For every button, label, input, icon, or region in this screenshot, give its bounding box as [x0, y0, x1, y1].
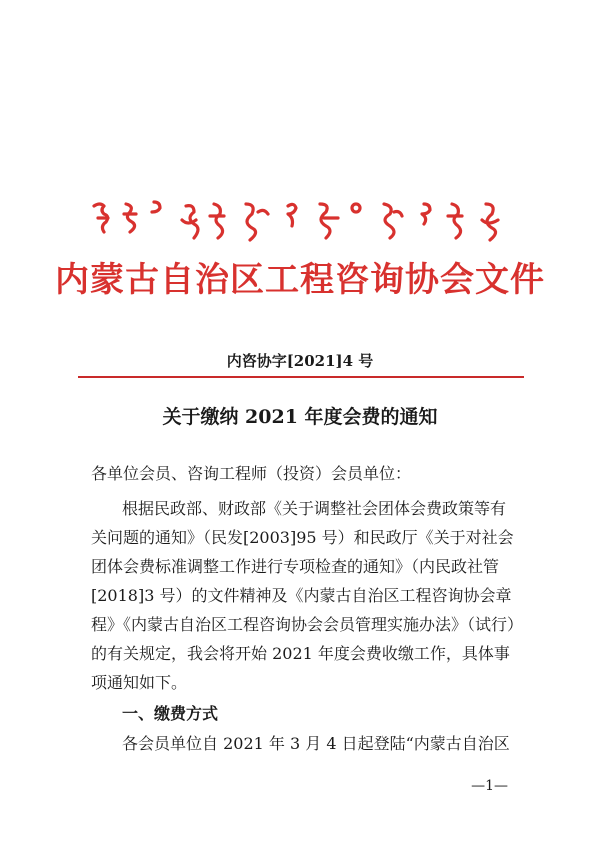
mongolian-script-title [88, 196, 512, 246]
document-number: 内咨协字[2021]4 号 [226, 352, 374, 370]
notice-title: 关于缴纳 2021 年度会费的通知 [162, 406, 438, 428]
section-heading: 一、缴费方式 [122, 704, 219, 723]
body-line: 程》《内蒙古自治区工程咨询协会会员管理实施办法》（试行） [91, 615, 524, 634]
body-line: [2018]3 号）的文件精神及《内蒙古自治区工程咨询协会章 [91, 586, 512, 605]
letterhead-title: 内蒙古自治区工程咨询协会文件 [55, 260, 545, 300]
salutation: 各单位会员、咨询工程师（投资）会员单位： [91, 464, 412, 483]
body-line: 根据民政部、财政部《关于调整社会团体会费政策等有 [122, 499, 507, 518]
body-line: 各会员单位自 2021 年 3 月 4 日起登陆“内蒙古自治区 [122, 734, 510, 753]
body-line: 项通知如下。 [91, 673, 188, 692]
body-line: 团体会费标准调整工作进行专项检查的通知》（内民政社管 [91, 557, 500, 576]
body-line: 关问题的通知》（民发[2003]95 号）和民政厅《关于对社会 [91, 528, 514, 547]
body-line: 的有关规定，我会将开始 2021 年度会费收缴工作，具体事 [91, 644, 510, 663]
red-divider [78, 376, 524, 378]
page-number: —1— [471, 778, 508, 794]
